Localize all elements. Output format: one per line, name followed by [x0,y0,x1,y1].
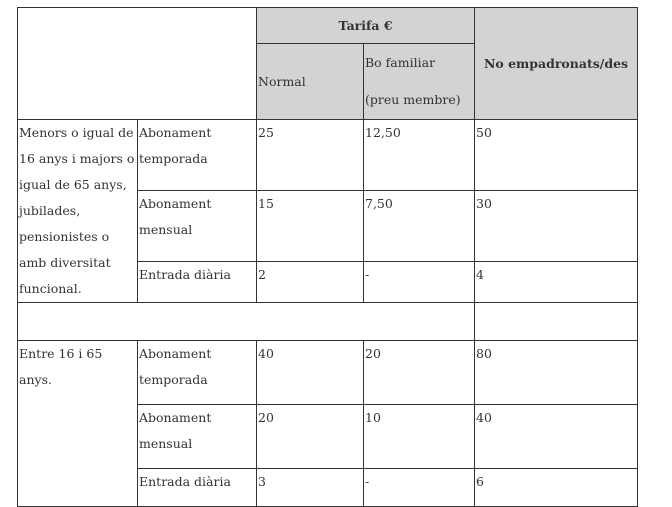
row-no-empadronats: 6 [475,469,638,507]
spacer-cell [18,303,475,341]
row-type: Abonament temporada [138,120,257,191]
row-no-empadronats: 4 [475,262,638,303]
row-type: Abonament mensual [138,405,257,469]
row-bo-familiar: 7,50 [364,191,475,262]
header-bo-familiar [364,44,475,120]
table-row [18,120,638,191]
row-no-empadronats: 30 [475,191,638,262]
header-no-empadronats: No empadronats/des [475,8,638,120]
tariff-table [17,7,638,507]
spacer-row [18,303,638,341]
row-no-empadronats: 50 [475,120,638,191]
group2-label: Entre 16 i 65 anys. [18,341,138,507]
row-no-empadronats: 40 [475,405,638,469]
row-normal: 3 [257,469,364,507]
row-bo-familiar: - [364,262,475,303]
row-bo-familiar: 20 [364,341,475,405]
table-row [18,341,638,405]
header-tarifa: Tarifa € [257,8,475,44]
row-type: Entrada diària [138,469,257,507]
row-type: Abonament temporada [138,341,257,405]
header-normal: Normal [257,44,364,120]
row-type: Entrada diària [138,262,257,303]
header-bo-familiar-line1: Bo familiar [365,55,436,70]
row-type: Abonament mensual [138,191,257,262]
row-normal: 20 [257,405,364,469]
row-no-empadronats: 80 [475,341,638,405]
row-bo-familiar: 12,50 [364,120,475,191]
row-normal: 2 [257,262,364,303]
row-bo-familiar: - [364,469,475,507]
spacer-cell [475,303,638,341]
row-bo-familiar: 10 [364,405,475,469]
group1-label: Menors o igual de 16 anys i majors o igual de 65 anys, jubilades, pensionistes o amb diversitat funcional. [18,120,138,303]
row-normal: 25 [257,120,364,191]
header-empty-cell [18,8,257,120]
header-bo-familiar-line2: (preu membre) [365,92,461,107]
row-normal: 40 [257,341,364,405]
row-normal: 15 [257,191,364,262]
